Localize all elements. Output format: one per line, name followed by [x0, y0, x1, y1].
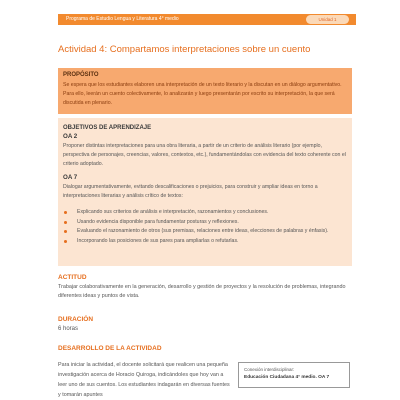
oa7-bullet-list	[64, 208, 346, 246]
objetivos-heading: OBJETIVOS DE APRENDIZAJE	[63, 125, 152, 131]
list-item: Incorporando las posiciones de sus pares para ampliarlas o refutarlas.	[64, 237, 346, 247]
actitud-heading: ACTITUD	[58, 274, 87, 281]
conexion-value: Educación Ciudadana 4° medio. OA 7	[244, 375, 330, 380]
activity-title: Actividad 4: Compartamos interpretaciones sobre un cuento	[58, 44, 311, 55]
list-item: Usando evidencia disponible para fundamentar posturas y reflexiones.	[64, 218, 346, 228]
oa7-label: OA 7	[63, 174, 78, 181]
bullet-icon	[64, 211, 67, 214]
actitud-text: Trabajar colaborativamente en la generación, desarrollo y gestión de proyectos y la resolución de problemas, integrando diferentes ideas y puntos de vista.	[58, 284, 346, 300]
program-title: Programa de Estudio Lengua y Literatura 4° medio	[66, 16, 179, 22]
oa7-text: Dialogar argumentativamente, evitando descalificaciones o prejuicios, para construir y ampliar ideas en torno a interpretaciones literarias y análisis crítico de textos:	[63, 184, 318, 200]
bullet-icon	[64, 230, 67, 233]
duracion-value: 6 horas	[58, 326, 79, 332]
duracion-heading: DURACIÓN	[58, 316, 94, 323]
list-item: Evaluando el razonamiento de otros (sus premisas, relaciones entre ideas, elecciones de palabras y énfasis).	[64, 227, 346, 237]
bullet-icon	[64, 240, 67, 243]
proposito-heading: PROPÓSITO	[63, 72, 99, 78]
conexion-title: Conexión interdisciplinar:	[244, 367, 295, 372]
oa2-text: Proponer distintas interpretaciones para una obra literaria, a partir de un criterio de análisis literario (por ejemplo, perspectiva de personajes, creencias, valores, contextos, etc.), fundamentándolas con evidencia del texto coherente con el criterio adoptado.	[63, 143, 346, 168]
bullet-icon	[64, 221, 67, 224]
list-item: Explicando sus criterios de análisis e interpretación, razonamientos y conclusiones.	[64, 208, 346, 218]
objetivos-box	[58, 118, 352, 266]
unit-badge: Unidad 1	[306, 15, 349, 24]
desarrollo-heading: DESARROLLO DE LA ACTIVIDAD	[58, 345, 162, 352]
desarrollo-text: Para iniciar la actividad, el docente solicitará que realicen una pequeña investigación acerca de Horacio Quiroga, indicándoles que hoy van a leer uno de sus cuentos. Los estudiantes indagarán en diversas fuentes y tomarán apuntes	[58, 362, 230, 398]
conexion-box	[238, 362, 350, 388]
proposito-text: Se espera que los estudiantes elaboren una interpretación de un texto literario y la discutan en un diálogo argumentativo. Para ello, leerán un cuento colectivamente, lo analizarán y luego presentarán por escrito su interpretación, la que será discutida en plenario.	[63, 82, 342, 106]
proposito-box	[58, 68, 352, 114]
oa2-label: OA 2	[63, 133, 78, 140]
